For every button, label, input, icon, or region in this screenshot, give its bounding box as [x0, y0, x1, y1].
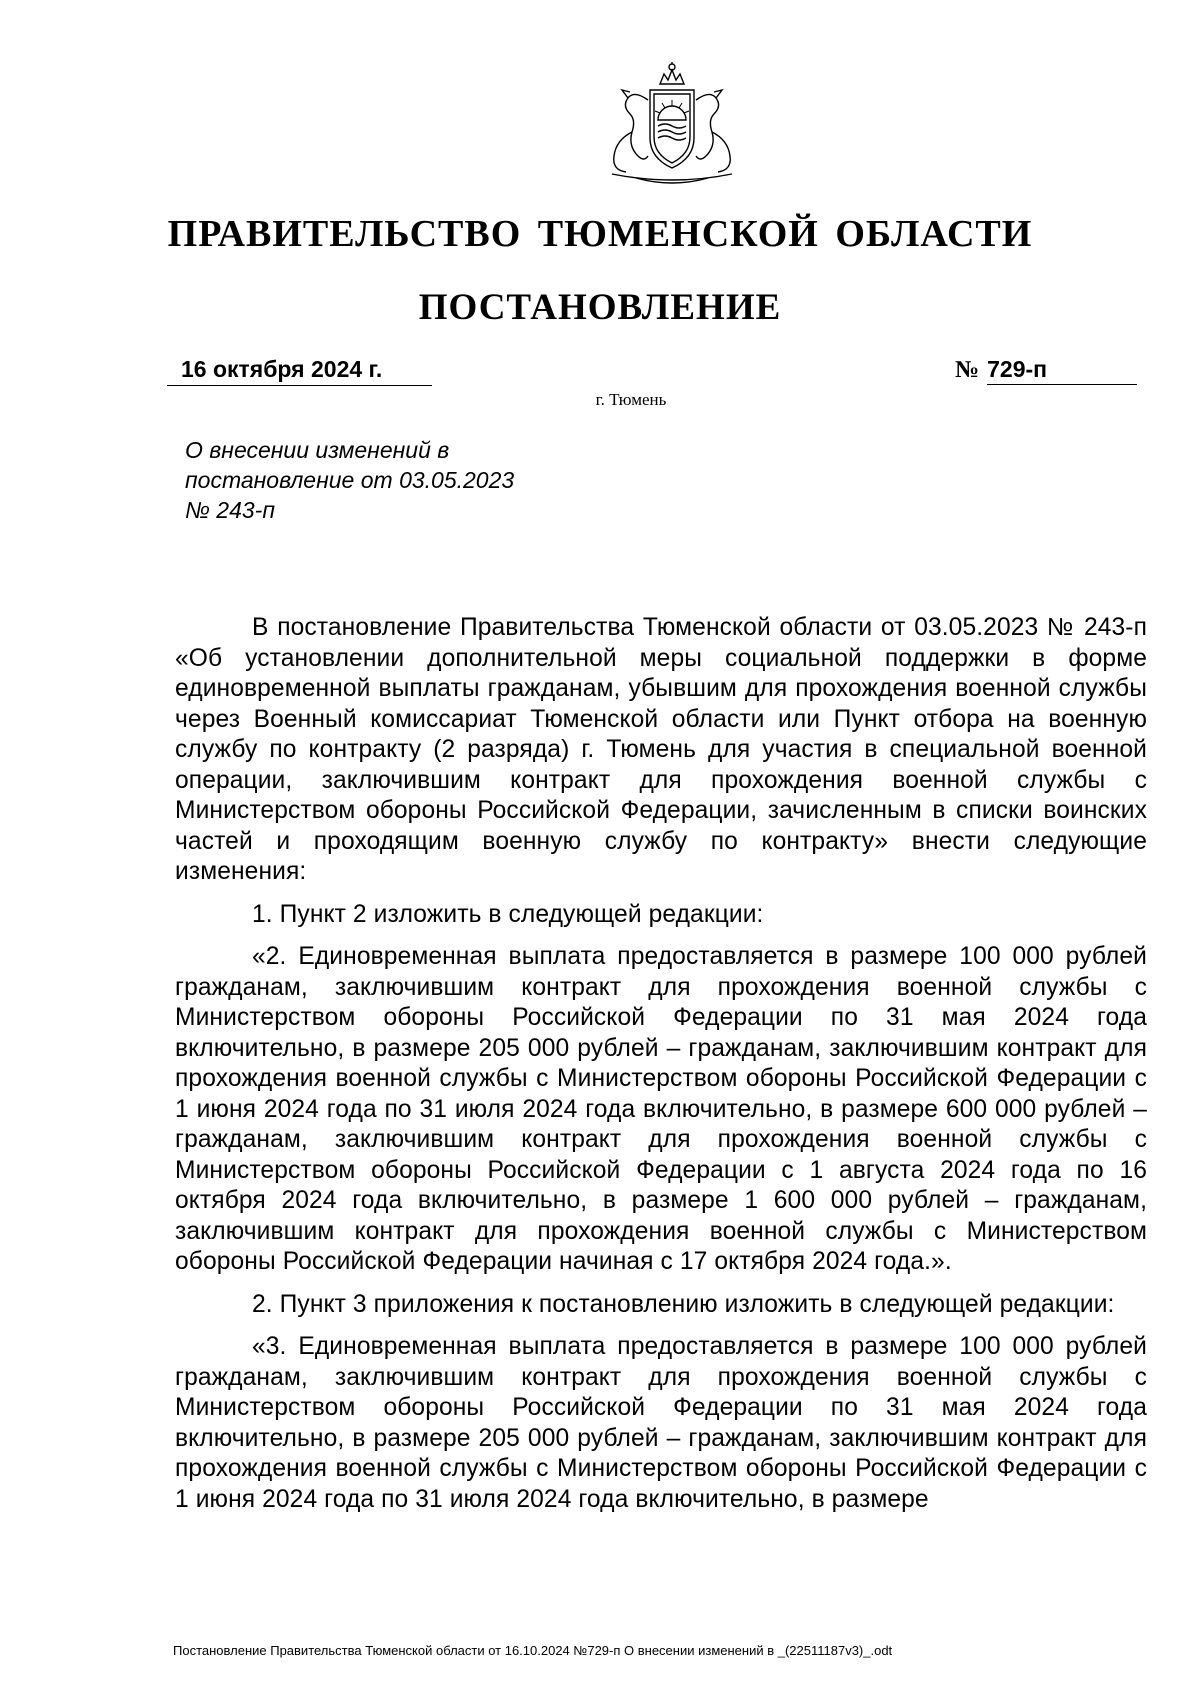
item-2-heading: 2. Пункт 3 приложения к постановлению изложить в следующей редакции: — [252, 1290, 1115, 1318]
document-number: 729-п — [987, 356, 1137, 385]
item-1-heading: 1. Пункт 2 изложить в следующей редакции: — [252, 900, 764, 928]
document-date: 16 октября 2024 г. — [167, 356, 432, 386]
subject-line-3: № 243-п — [185, 497, 275, 523]
document-body — [175, 613, 1147, 1515]
item-1-text: «2. Единовременная выплата предоставляется в размере 100 000 рублей гражданам, заключившим контракт для прохождения военной службы с Министерством обороны Российской Федерации по 31 мая 2024 года включительно, в размере 205 000 рублей – гражданам, заключившим контракт для прохождения военной службы с Министерством обороны Российской Федерации с 1 июня 2024 года по 31 июля 2024 года включительно, в размере 600 000 рублей – гражданам, заключившим контракт для прохождения военной службы с Министерством обороны Российской Федерации с 1 августа 2024 года по 16 октября 2024 года включительно, в размере 1 600 000 рублей – гражданам, заключившим контракт для прохождения военной службы с Министерством обороны Российской Федерации начиная с 17 октября 2024 года.». — [175, 943, 1147, 1275]
document-number-line — [955, 356, 1140, 386]
number-sign: № — [955, 357, 980, 383]
city-label: г. Тюмень — [595, 390, 667, 409]
subject-line-2: постановление от 03.05.2023 — [185, 467, 515, 493]
page-footer: Постановление Правительства Тюменской области от 16.10.2024 №729-п О внесении изменений в _(22511187v3)_.odt — [173, 1643, 893, 1658]
document-type-title: ПОСТАНОВЛЕНИЕ — [418, 287, 782, 328]
subject-line-1: О внесении изменений в — [185, 437, 450, 463]
coat-of-arms-icon — [592, 60, 752, 190]
item-2-text: «3. Единовременная выплата предоставляется в размере 100 000 рублей гражданам, заключившим контракт для прохождения военной службы с Министерством обороны Российской Федерации по 31 мая 2024 года включительно, в размере 205 000 рублей – гражданам, заключившим контракт для прохождения военной службы с Министерством обороны Российской Федерации с 1 июня 2024 года по 31 июля 2024 года включительно, в размере — [175, 1333, 1147, 1513]
government-title: ПРАВИТЕЛЬСТВО ТЮМЕНСКОЙ ОБЛАСТИ — [167, 213, 1033, 255]
intro-paragraph: В постановление Правительства Тюменской области от 03.05.2023 № 243-п «Об установлении дополнительной меры социальной поддержки в форме единовременной выплаты гражданам, убывшим для прохождения военной службы через Военный комиссариат Тюменской области или Пункт отбора на военную службу по контракту (2 разряда) г. Тюмень для участия в специальной военной операции, заключившим контракт для прохождения военной службы с Министерством обороны Российской Федерации, зачисленным в списки воинских частей и проходящим военную службу по контракту» внести следующие изменения: — [175, 614, 1147, 885]
document-subject — [185, 435, 605, 525]
